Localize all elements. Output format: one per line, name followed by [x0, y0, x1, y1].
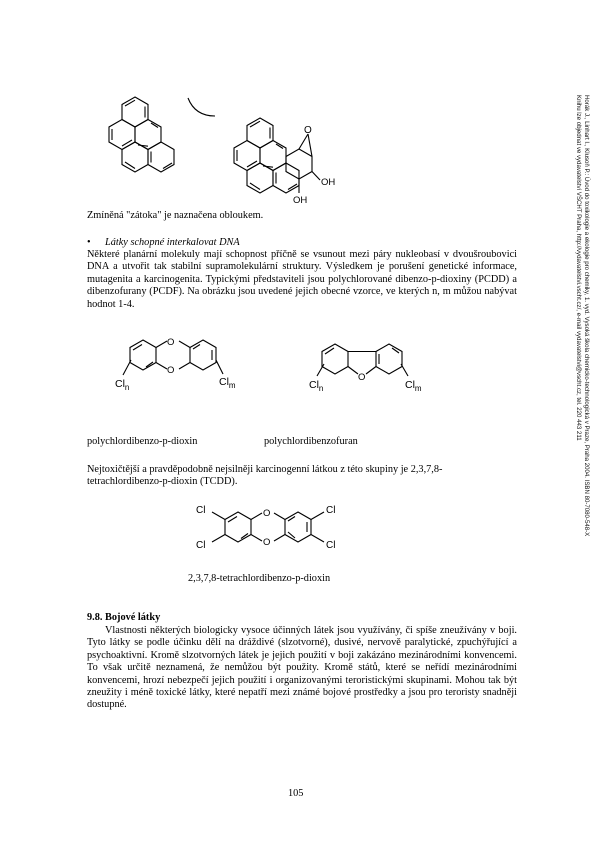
pcdd-cl-n-label: $Cl_n$: [115, 378, 130, 392]
bullet-heading: Látky schopné interkalovat DNA: [105, 237, 240, 248]
pcdf-cl-m-label: $Cl_m$: [405, 379, 422, 393]
tcdd-caption: 2,3,7,8-tetrachlordibenzo-p-dioxin: [188, 573, 331, 584]
side-citation-line1: Horák J., Linhart I., Klusoň P.: Úvod do toxikologie a ekologie pro chemiky, 1. vyd. Vysoká škola chemicko-technologická v Praze, Praha 2004. ISBN 80-7080-548-X: [583, 95, 590, 537]
oh-label-2: OH: [293, 195, 308, 206]
svg-text:O: O: [167, 337, 175, 348]
tcdd-cl-label-4: Cl: [326, 540, 336, 551]
benzopyrene-structure: [109, 97, 215, 172]
pcdd-caption: polychlordibenzo-p-dioxin: [87, 436, 198, 447]
oh-label-1: OH: [321, 177, 336, 188]
section-paragraph: Vlastnosti některých biologicky vysoce účinných látek jsou využívány, či spíše zneužívány v boji. Tyto látky se podle účinku dělí na dráždivé (slzotvorné), dusivé, nervově paralytické, zpuchýřující a psychoaktivní. Kromě slzotvorných látek je jejich použití v boji zakázáno mezinárodními konvencemi. To však určitě neznamená, že nemůžou být použity. Kromě států, které se neřídí mezinárodními konvencemi, hrozí nebezpečí jejich použití i organizovanými teroristickými skupinami. Mohou tak být zneužity i méně toxické látky, které nepatří mezi známé bojové prostředky a jsou pro teroristy snadněji dostupné.: [87, 625, 517, 711]
tcdd-cl-label-3: Cl: [326, 505, 336, 516]
tcdd-cl-label-2: Cl: [196, 540, 206, 551]
tcdd-cl-label-1: Cl: [196, 505, 206, 516]
figure-pcdd-pcdf: [115, 330, 445, 405]
epoxide-oxygen-label: O: [304, 125, 312, 136]
tcdd-paragraph: Nejtoxičtější a pravděpodobně nejsilněji karcinogenní látkou z této skupiny je 2,3,7,8-tetrachlordibenzo-p-dioxin (TCDD).: [87, 464, 443, 488]
svg-text:O: O: [263, 537, 271, 548]
bullet-icon: •: [87, 237, 91, 248]
bullet-heading-row: [87, 237, 517, 249]
svg-text:O: O: [358, 372, 366, 383]
page-number: 105: [288, 788, 304, 799]
pcdf-general-structure: [317, 344, 408, 383]
pcdd-cl-m-label: $Cl_m$: [219, 376, 236, 390]
figure-benzopyrene: [95, 88, 355, 213]
section-heading: 9.8. Bojové látky: [87, 612, 161, 623]
side-citation-line2: Knihu lze objednat ve vydavatelství VŠCHT Praha, http://vydavatelstvi.vscht.cz/, e-mail vydavatelstvi@vscht.cz, tel. 220 443 211: [575, 95, 582, 441]
svg-text:O: O: [167, 365, 175, 376]
side-citation: [574, 95, 590, 536]
intercalation-paragraph: Některé planární molekuly mají schopnost příčně se vsunout mezi páry nukleobasí v dvoušroubovici DNA a utvořit tak stabilní supramolekulární struktury. Výsledkem je porušení genetické informace, mutagenita a karcinogenita. Typickými představiteli jsou polychlorované dibenzo-p-dioxiny (PCDD) a dibenzofurany (PCDF). Na obrázku jsou uvedené jejich obecné vzorce, ve kterých n, m můžou nabývat hodnot 1-4.: [87, 249, 517, 310]
figure1-caption: Zmíněná "zátoka" je naznačena obloukem.: [87, 210, 264, 221]
svg-text:O: O: [263, 508, 271, 519]
tcdd-structure: [212, 508, 324, 548]
figure-tcdd: [190, 498, 360, 566]
pcdf-cl-n-label: $Cl_n$: [309, 379, 324, 393]
pcdd-general-structure: [123, 337, 223, 376]
pcdf-caption: polychlordibenzofuran: [264, 436, 358, 447]
